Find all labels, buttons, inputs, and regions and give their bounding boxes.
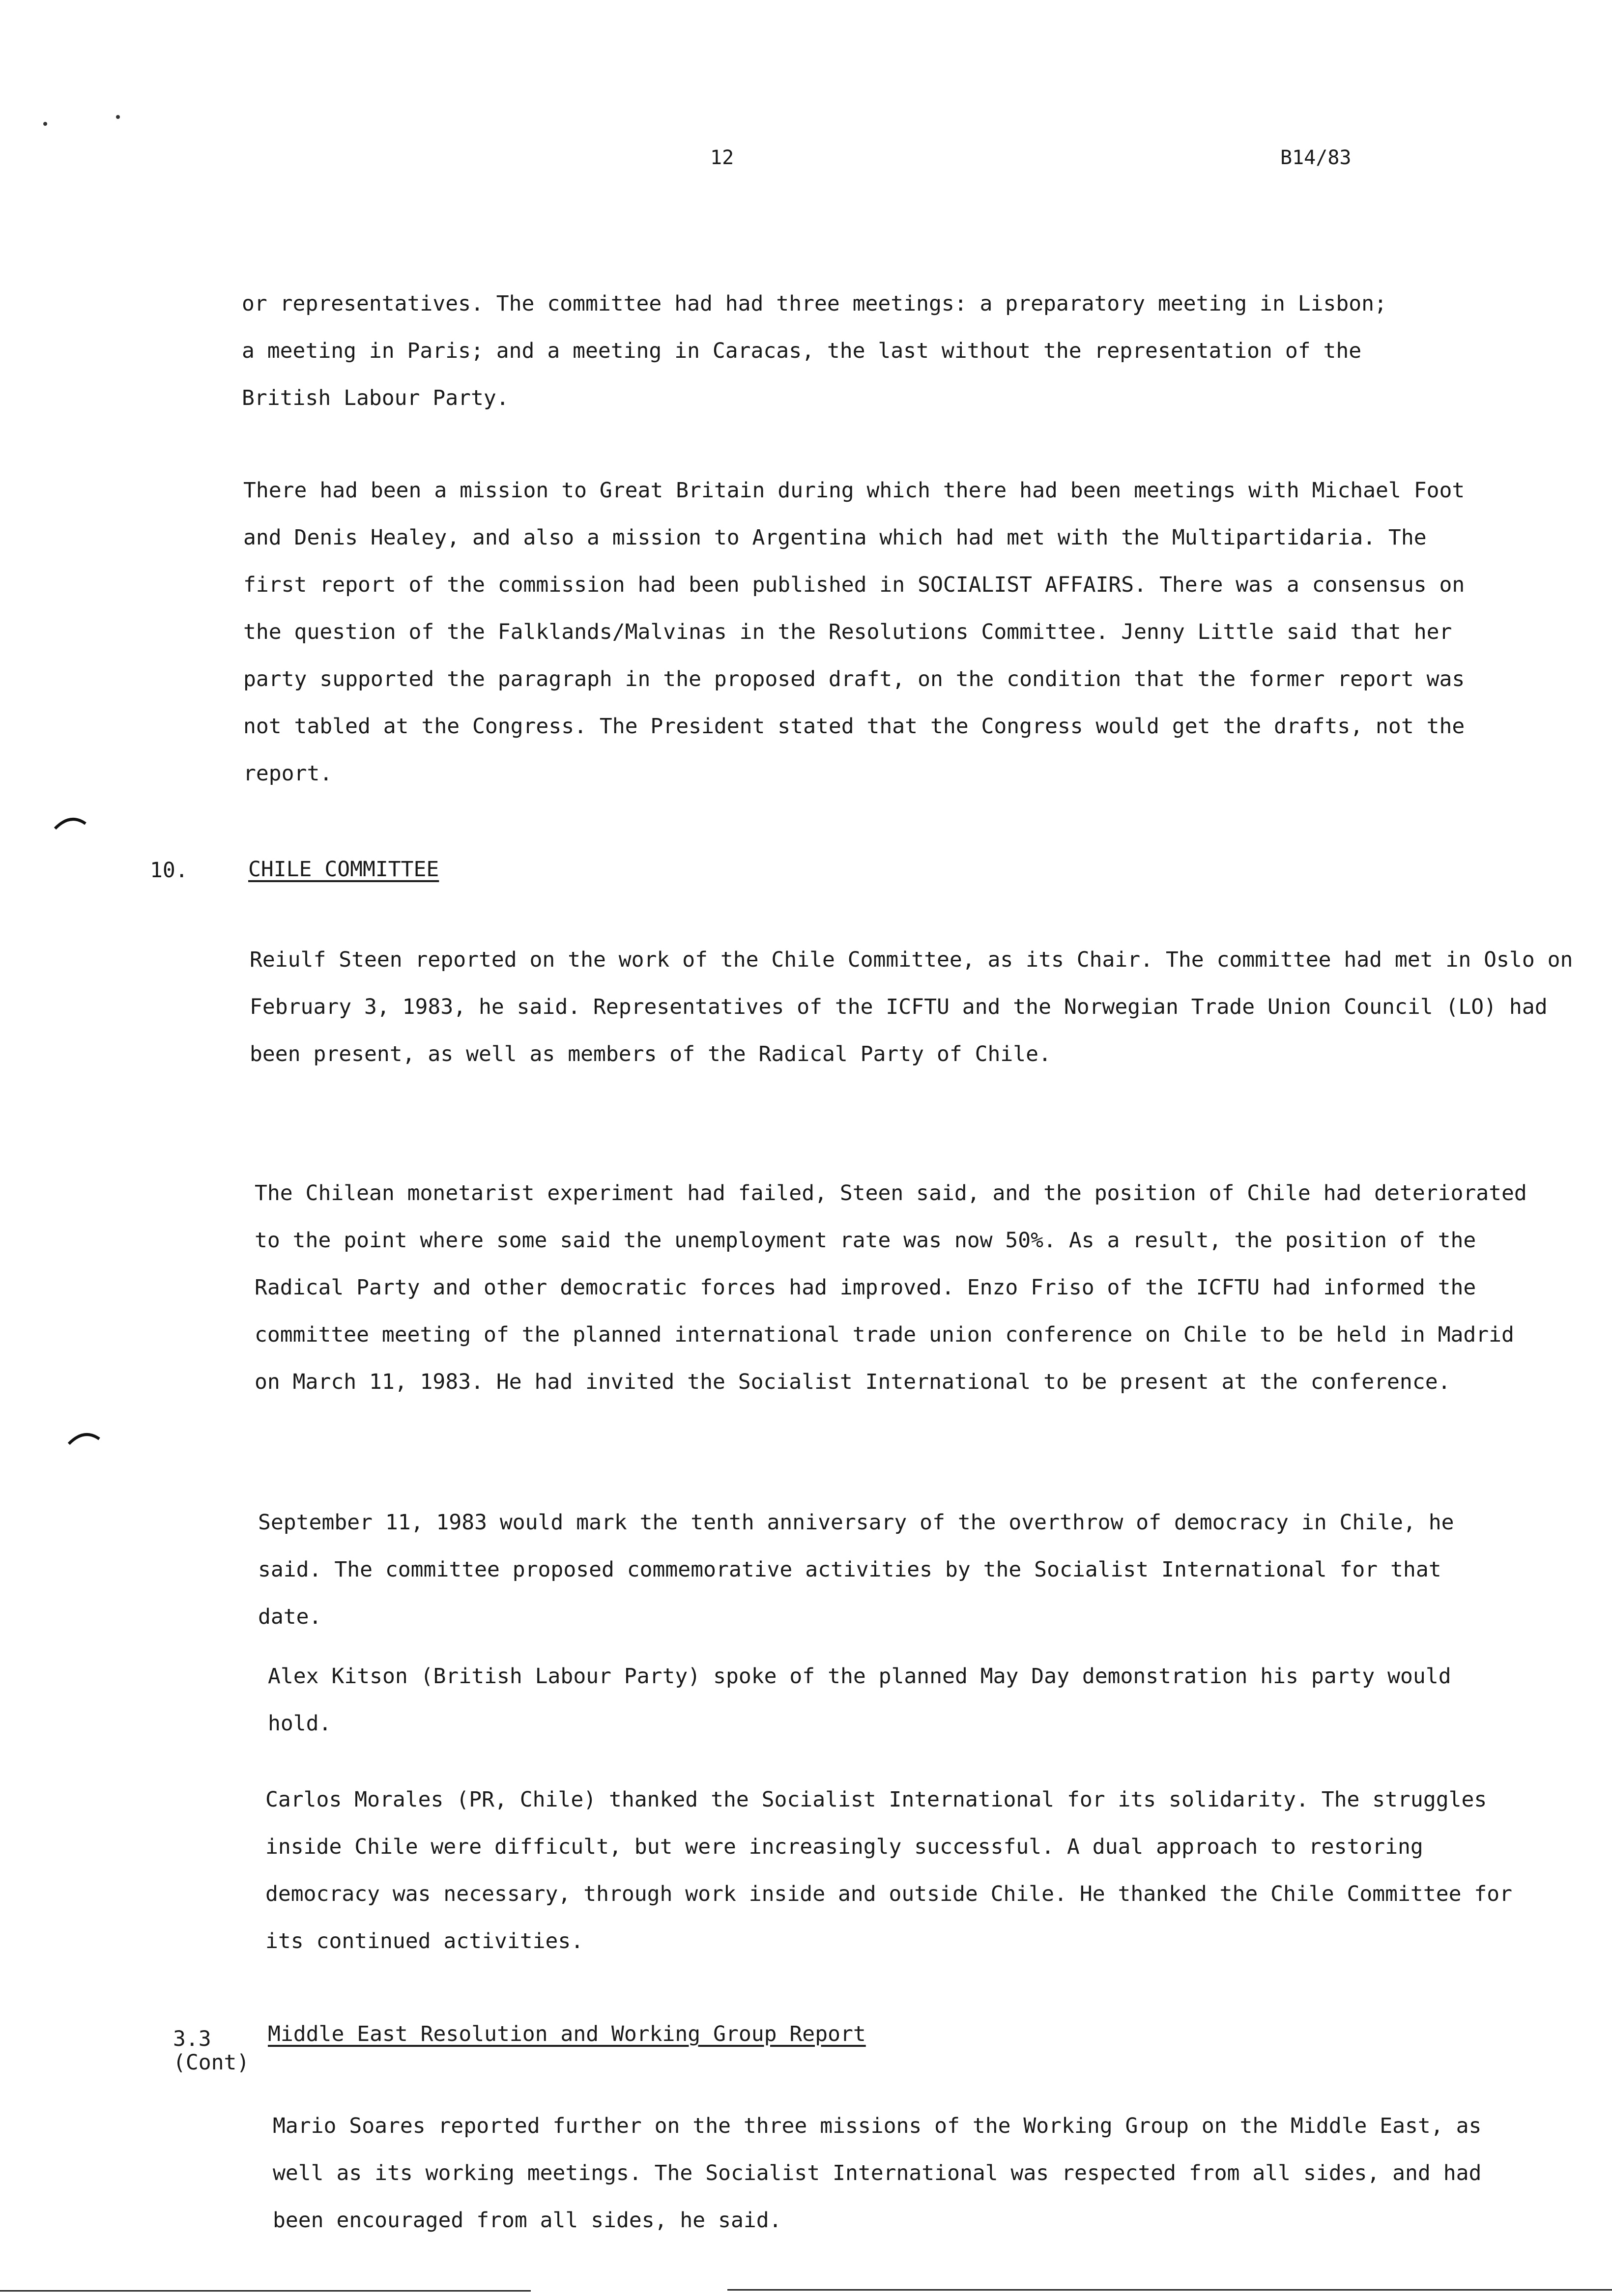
paragraph-soares: Mario Soares reported further on the three missions of the Working Group on the Middle East, as well as its working meetings. The Socialist International was respected from all sides, and had been encouraged from all sides, he said. — [273, 2114, 1482, 2233]
page-number: 12 — [710, 146, 734, 169]
scan-speck — [116, 115, 120, 119]
section-heading-chile-committee: CHILE COMMITTEE — [248, 857, 439, 882]
section-heading-middle-east: Middle East Resolution and Working Group Report — [268, 2022, 866, 2046]
footer-rule — [0, 2290, 531, 2292]
paragraph-morales: Carlos Morales (PR, Chile) thanked the Socialist International for its solidarity. The struggles inside Chile were difficult, but were increasingly successful. A dual approach to restoring democracy was necessary, through work inside and outside Chile. He thanked the Chile Committee for its continued activities. — [265, 1787, 1513, 1953]
section-continued-label: (Cont) — [173, 2050, 250, 2075]
section-number: 3.3 — [173, 2027, 211, 2051]
paragraph-chile-situation: The Chilean monetarist experiment had failed, Steen said, and the position of Chile had deteriorated to the point where some said the unemployment rate was now 50%. As a result, the position of the Radical Party and other democratic forces had improved. Enzo Friso of the ICFTU had informed the committee meeting of the planned international trade union conference on Chile to be held in Madrid on March 11, 1983. He had invited the Socialist International to be present at the conference. — [255, 1181, 1527, 1394]
scan-speck — [43, 122, 47, 126]
paragraph-missions: There had been a mission to Great Britain during which there had been meetings with Michael Foot and Denis Healey, and also a mission to Argentina which had met with the Multipartidaria. The first report of the commission had been published in SOCIALIST AFFAIRS. There was a consensus on the question of the Falklands/Malvinas in the Resolutions Committee. Jenny Little said that her party supported the paragraph in the proposed draft, on the condition that the former report was not tabled at the Congress. The President stated that the Congress would get the drafts, not the report. — [243, 478, 1465, 786]
paragraph-committee-meetings: or representatives. The committee had had three meetings: a preparatory meeting in Lisbon; a meeting in Paris; and a meeting in Caracas, the last without the representation of the British Labour Party. — [242, 291, 1387, 410]
paragraph-kitson: Alex Kitson (British Labour Party) spoke of the planned May Day demonstration his party would hold. — [268, 1664, 1451, 1736]
punch-hole-mark — [53, 812, 87, 832]
paragraph-steen-report: Reiulf Steen reported on the work of the Chile Committee, as its Chair. The committee had met in Oslo on February 3, 1983, he said. Representatives of the ICFTU and the Norwegian Trade Union Council (LO) had been present, as well as members of the Radical Party of Chile. — [250, 947, 1573, 1066]
paragraph-anniversary: September 11, 1983 would mark the tenth anniversary of the overthrow of democracy in Chile, he said. The committee proposed commemorative activities by the Socialist International for that date. — [258, 1510, 1454, 1629]
document-reference: B14/83 — [1280, 146, 1352, 169]
punch-hole-mark — [67, 1427, 101, 1447]
footer-rule — [727, 2289, 1612, 2291]
section-number: 10. — [150, 858, 188, 883]
